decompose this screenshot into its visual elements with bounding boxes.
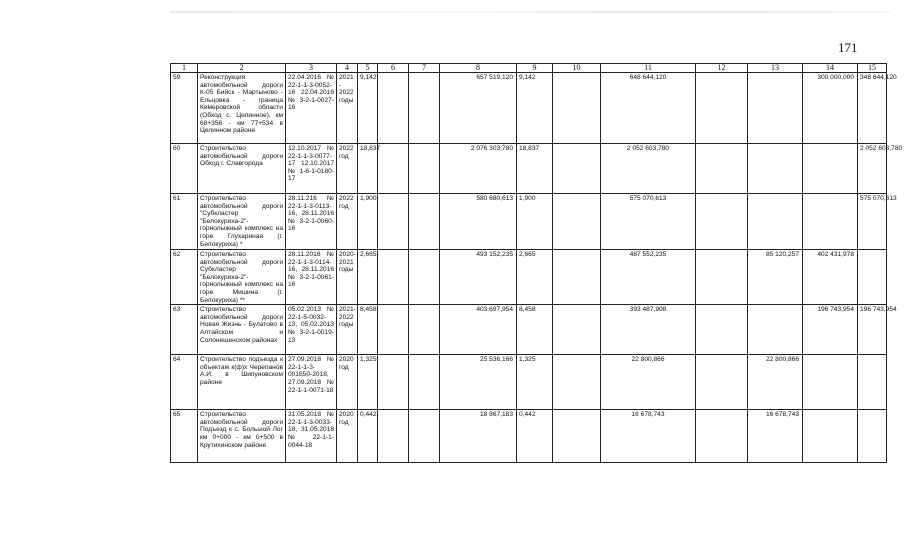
column-header-6: 6	[378, 64, 409, 73]
cell-c9: 1,900	[517, 194, 553, 250]
cell-c12	[696, 144, 748, 194]
cell-period: 2021-2022 годы	[337, 305, 358, 355]
cell-c15	[858, 410, 887, 463]
cell-length: 2,665	[358, 250, 378, 305]
objects-table	[170, 63, 903, 463]
cell-num: 63	[171, 305, 198, 355]
cell-doc: 12.10.2017 № 22-1-1-3-0077-17 12.10.2017 № 1-6-1-0180-17	[286, 144, 337, 194]
cell-c11: 575 070,613	[601, 194, 696, 250]
cell-name: Строительство автомобильной дороги Новая Жизнь - Булатово в Алтайском и Солонешенском районах	[198, 305, 286, 355]
cell-name: Строительство автомобильной дороги "Субкластер "Белокуриха-2"- горнолыжный комплекс на горе Глухариная (г. Белокуриха) *	[198, 194, 286, 250]
cell-c12	[696, 73, 748, 144]
cell-c10	[553, 410, 601, 463]
cell-period: 2021 - 2022 годы	[337, 73, 358, 144]
table-row	[171, 250, 887, 305]
cell-c8: 18 867,183	[440, 410, 517, 463]
cell-c12	[696, 355, 748, 410]
column-header-15: 15	[858, 64, 887, 73]
cell-length: 9,142	[358, 73, 378, 144]
column-header-8: 8	[440, 64, 517, 73]
column-header-12: 12	[696, 64, 748, 73]
cell-c7	[409, 73, 440, 144]
cell-length: 0,442	[358, 410, 378, 463]
cell-c10	[553, 194, 601, 250]
cell-c7	[409, 305, 440, 355]
page-number: 171	[838, 40, 858, 55]
cell-c6	[378, 355, 409, 410]
cell-c13	[748, 144, 803, 194]
cell-c8: 25 536,166	[440, 355, 517, 410]
cell-c15	[858, 250, 887, 305]
cell-name: Строительство автомобильной дороги Обход г. Славгорода	[198, 144, 286, 194]
cell-period: 2020 год	[337, 355, 358, 410]
column-header-13: 13	[748, 64, 803, 73]
column-number-row	[171, 64, 887, 73]
table-row	[171, 410, 887, 463]
column-header-11: 11	[601, 64, 696, 73]
cell-c9: 0,442	[517, 410, 553, 463]
cell-c7	[409, 355, 440, 410]
cell-c11: 648 644,120	[601, 73, 696, 144]
cell-c7	[409, 410, 440, 463]
cell-name: Реконструкция автомобильной дороги К-05 Бийск - Мартыново - Ельцовка - граница Кемеровской области (Обход с. Целинное), км 68+356 - км 77+534 в Целинном районе	[198, 73, 286, 144]
cell-c8: 2 076 303,780	[440, 144, 517, 194]
cell-c13: 85 120,257	[748, 250, 803, 305]
cell-c13	[748, 194, 803, 250]
cell-c13	[748, 305, 803, 355]
column-header-10: 10	[553, 64, 601, 73]
table-body	[171, 73, 903, 463]
cell-c14	[803, 410, 858, 463]
cell-c14: 300 000,000	[803, 73, 858, 144]
cell-name: Строительство автомобильной дороги Подъезд к с. Большой Лог км 0+000 - км 0+500 в Крутихинском районе	[198, 410, 286, 463]
table-row	[171, 144, 887, 194]
cell-c13: 16 678,743	[748, 410, 803, 463]
cell-length: 8,458	[358, 305, 378, 355]
cell-length: 18,837	[358, 144, 378, 194]
cell-c14: 196 743,954	[803, 305, 858, 355]
cell-c11: 487 552,235	[601, 250, 696, 305]
cell-c9: 18,837	[517, 144, 553, 194]
column-header-4: 4	[337, 64, 358, 73]
cell-c14	[803, 355, 858, 410]
cell-c14	[803, 194, 858, 250]
cell-num: 60	[171, 144, 198, 194]
cell-c14	[803, 144, 858, 194]
cell-c12	[696, 194, 748, 250]
cell-num: 65	[171, 410, 198, 463]
cell-c6	[378, 194, 409, 250]
cell-doc: 27.09.2018 № 22-1-1-3-001650-2018, 27.09.2018 № 22-1-1-0071-18	[286, 355, 337, 410]
cell-c8: 657 519,120	[440, 73, 517, 144]
cell-period: 2020 год	[337, 410, 358, 463]
table-row	[171, 73, 887, 144]
cell-c10	[553, 144, 601, 194]
column-header-2: 2	[198, 64, 286, 73]
cell-c8: 403 697,954	[440, 305, 517, 355]
cell-c6	[378, 73, 409, 144]
cell-doc: 31.05.2018 № 22-1-1-3-0033-18, 31.05.2018 № 22-1-1-0044-18	[286, 410, 337, 463]
cell-c10	[553, 250, 601, 305]
column-header-3: 3	[286, 64, 337, 73]
cell-c14: 402 431,978	[803, 250, 858, 305]
cell-c8: 580 680,613	[440, 194, 517, 250]
cell-c7	[409, 194, 440, 250]
cell-c15: 575 070,613	[858, 194, 887, 250]
cell-c10	[553, 73, 601, 144]
scan-artifact	[170, 11, 890, 13]
cell-c7	[409, 144, 440, 194]
cell-length: 1,325	[358, 355, 378, 410]
cell-c9: 2,665	[517, 250, 553, 305]
column-header-1: 1	[171, 64, 198, 73]
column-header-7: 7	[409, 64, 440, 73]
cell-c11: 393 487,908	[601, 305, 696, 355]
cell-period: 2020-2021 годы	[337, 250, 358, 305]
table-row	[171, 355, 887, 410]
cell-c13: 22 800,866	[748, 355, 803, 410]
cell-c15: 2 052 603,780	[858, 144, 887, 194]
table-row	[171, 194, 887, 250]
cell-c10	[553, 305, 601, 355]
column-header-9: 9	[517, 64, 553, 73]
cell-c9: 8,458	[517, 305, 553, 355]
cell-doc: 28.11.216 № 22-1-1-3-0113-16, 28.11.2016 № 3-2-1-0060-16	[286, 194, 337, 250]
cell-c9: 9,142	[517, 73, 553, 144]
cell-doc: 28.11.2016 № 22-1-1-3-0114-16, 28.11.2016 № 3-2-1-0061-16	[286, 250, 337, 305]
table-row	[171, 305, 887, 355]
cell-c11: 2 052 603,780	[601, 144, 696, 194]
cell-c8: 493 152,235	[440, 250, 517, 305]
cell-doc: 22.04.2016 № 22-1-1-3-0052-16 22.04.2016 № 3-2-1-0027-16	[286, 73, 337, 144]
cell-c13	[748, 73, 803, 144]
cell-num: 62	[171, 250, 198, 305]
cell-c15	[858, 355, 887, 410]
cell-period: 2022 год	[337, 144, 358, 194]
column-header-5: 5	[358, 64, 378, 73]
cell-c10	[553, 355, 601, 410]
cell-c11: 22 800,866	[601, 355, 696, 410]
cell-c9: 1,325	[517, 355, 553, 410]
cell-c6	[378, 410, 409, 463]
cell-c6	[378, 144, 409, 194]
cell-c15: 196 743,954	[858, 305, 887, 355]
cell-c7	[409, 250, 440, 305]
cell-length: 1,900	[358, 194, 378, 250]
cell-num: 64	[171, 355, 198, 410]
cell-c12	[696, 410, 748, 463]
cell-c12	[696, 305, 748, 355]
cell-num: 61	[171, 194, 198, 250]
cell-c6	[378, 250, 409, 305]
cell-period: 2022 год	[337, 194, 358, 250]
cell-c11: 16 678,743	[601, 410, 696, 463]
cell-name: Строительство автомобильной дороги Субкластер "Белокуриха-2"-горнолыжный комплекс на горе Мишина (г. Белокуриха) **	[198, 250, 286, 305]
cell-c6	[378, 305, 409, 355]
cell-c15: 348 644,120	[858, 73, 887, 144]
column-header-14: 14	[803, 64, 858, 73]
cell-num: 59	[171, 73, 198, 144]
cell-c12	[696, 250, 748, 305]
cell-doc: 05.02.2013 № 22-1-5-0032-13, 05.02.2013 № 3-2-1-0019-13	[286, 305, 337, 355]
cell-name: Строительство подъезда к объектам к(ф)х Черепанов А.И. в Шипуновском районе	[198, 355, 286, 410]
